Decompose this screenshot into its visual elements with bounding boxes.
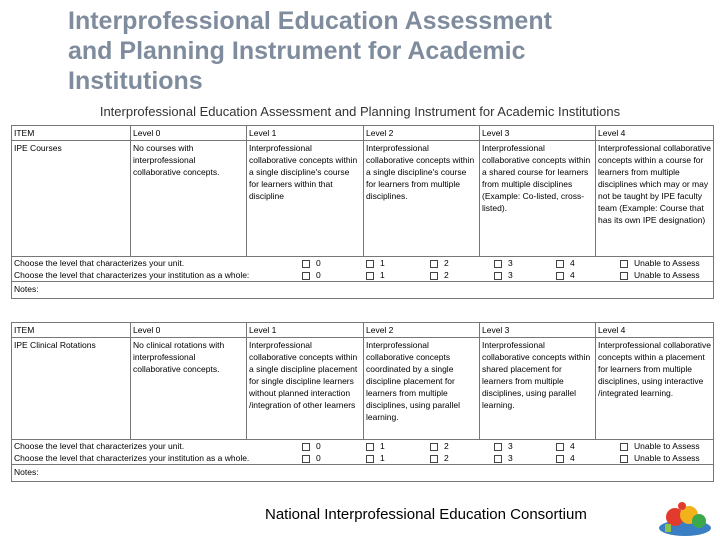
option-label: 3 [508,258,513,268]
header-level-0: Level 0 [131,323,247,338]
option-3-checkbox[interactable] [494,440,513,452]
option-unable-checkbox[interactable] [620,440,700,452]
notes-field[interactable]: Notes: [12,282,714,299]
page-title [68,6,668,96]
choose-whole-row [12,269,714,282]
option-label: 4 [570,453,575,463]
option-label: 1 [380,453,385,463]
option-4-checkbox[interactable] [556,452,575,464]
option-label: 4 [570,441,575,451]
option-0-checkbox[interactable] [302,257,321,269]
logo-piece-lime [665,524,671,532]
option-3-checkbox[interactable] [494,452,513,464]
table-header-row [12,323,714,338]
option-label: 2 [444,270,449,280]
choose-unit-row [12,440,714,453]
option-label: 3 [508,270,513,280]
option-unable-checkbox[interactable] [620,269,700,281]
option-0-checkbox[interactable] [302,440,321,452]
option-unable-checkbox[interactable] [620,257,700,269]
choose-whole-label: Choose the level that characterizes your institution as a whole. [14,453,250,463]
header-level-4: Level 4 [596,323,714,338]
option-label: 0 [316,270,321,280]
item-name: IPE Clinical Rotations [12,338,131,440]
choose-unit-label: Choose the level that characterizes your unit. [14,441,185,451]
option-label: 1 [380,270,385,280]
option-label: 4 [570,258,575,268]
ipe-courses-table [11,125,714,299]
level-2-description: Interprofessional collaborative concepts coordinated by a single discipline placement for learners from multiple disciplines, using parallel learning. [364,338,480,440]
choose-unit-row [12,257,714,270]
option-2-checkbox[interactable] [430,269,449,281]
option-label: Unable to Assess [634,441,700,451]
notes-row [12,465,714,482]
choose-whole-row [12,452,714,465]
level-1-description: Interprofessional collaborative concepts within a single discipline placement for single discipline learners without planned interaction /integration of other learners [247,338,364,440]
level-0-description: No clinical rotations with interprofessional collaborative concepts. [131,338,247,440]
option-2-checkbox[interactable] [430,257,449,269]
title-line-3: Institutions [68,67,203,95]
option-1-checkbox[interactable] [366,257,385,269]
level-3-description: Interprofessional collaborative concepts within a shared course for learners from multiple disciplines (Example: Co-listed, cross-listed). [480,141,596,257]
notes-field[interactable]: Notes: [12,465,714,482]
level-3-description: Interprofessional collaborative concepts within shared placement for learners from multiple disciplines, using parallel learning. [480,338,596,440]
option-label: 2 [444,453,449,463]
footer-organization: National Interprofessional Education Consortium [265,506,587,523]
header-item: ITEM [12,126,131,141]
header-level-1: Level 1 [247,323,364,338]
header-level-0: Level 0 [131,126,247,141]
option-3-checkbox[interactable] [494,269,513,281]
level-2-description: Interprofessional collaborative concepts within a single discipline's course for learners from multiple disciplines. [364,141,480,257]
table-row [12,338,714,440]
puzzle-logo-icon [655,498,715,538]
option-label: 0 [316,441,321,451]
option-unable-checkbox[interactable] [620,452,700,464]
option-label: 0 [316,258,321,268]
header-level-4: Level 4 [596,126,714,141]
header-level-2: Level 2 [364,323,480,338]
header-level-3: Level 3 [480,323,596,338]
option-label: Unable to Assess [634,258,700,268]
option-1-checkbox[interactable] [366,452,385,464]
table-header-row [12,126,714,141]
title-line-1: Interprofessional Education Assessment [68,7,552,35]
level-4-description: Interprofessional collaborative concepts within a placement for learners from multiple disciplines, using interactive /integrated learning. [596,338,714,440]
header-item: ITEM [12,323,131,338]
header-level-2: Level 2 [364,126,480,141]
item-name: IPE Courses [12,141,131,257]
option-2-checkbox[interactable] [430,440,449,452]
option-label: 0 [316,453,321,463]
option-label: 2 [444,441,449,451]
logo-figure-head [678,502,686,510]
notes-row [12,282,714,299]
option-label: 3 [508,453,513,463]
title-line-2: and Planning Instrument for Academic [68,37,526,65]
option-4-checkbox[interactable] [556,440,575,452]
level-0-description: No courses with interprofessional collaborative concepts. [131,141,247,257]
option-3-checkbox[interactable] [494,257,513,269]
option-0-checkbox[interactable] [302,452,321,464]
ipe-clinical-rotations-table [11,322,714,482]
option-1-checkbox[interactable] [366,440,385,452]
instrument-subtitle: Interprofessional Education Assessment and Planning Instrument for Academic Institutions [99,104,621,119]
option-1-checkbox[interactable] [366,269,385,281]
option-label: 4 [570,270,575,280]
table-row [12,141,714,257]
choose-unit-label: Choose the level that characterizes your unit. [14,258,185,268]
header-level-1: Level 1 [247,126,364,141]
option-label: Unable to Assess [634,453,700,463]
choose-whole-label: Choose the level that characterizes your institution as a whole: [14,270,250,280]
option-0-checkbox[interactable] [302,269,321,281]
option-4-checkbox[interactable] [556,269,575,281]
level-1-description: Interprofessional collaborative concepts within a single discipline's course for learners within that discipline [247,141,364,257]
header-level-3: Level 3 [480,126,596,141]
option-4-checkbox[interactable] [556,257,575,269]
option-label: 1 [380,441,385,451]
option-label: Unable to Assess [634,270,700,280]
option-label: 1 [380,258,385,268]
logo-piece-green [692,514,706,528]
option-2-checkbox[interactable] [430,452,449,464]
option-label: 2 [444,258,449,268]
level-4-description: Interprofessional collaborative concepts within a course for learners from multiple disciplines which may or may not be taught by IPE faculty team (Example: Course that has its own IPE designation) [596,141,714,257]
option-label: 3 [508,441,513,451]
